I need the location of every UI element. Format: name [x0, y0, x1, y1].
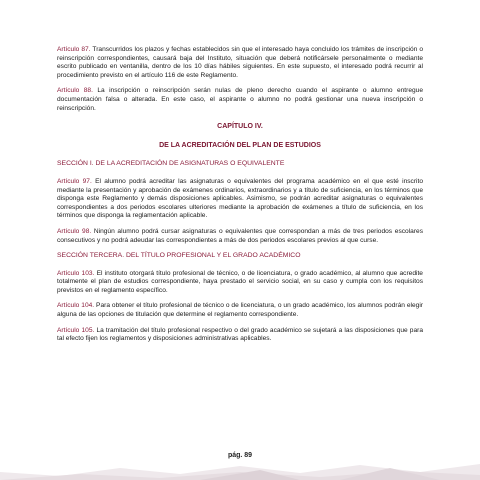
article-88 — [57, 87, 423, 113]
article-105 — [57, 327, 423, 344]
article-label: Artículo 104. — [57, 302, 95, 310]
article-label: Artículo 98. — [57, 227, 92, 235]
page-number: pág. 89 — [227, 452, 253, 459]
article-text: El instituto otorgará título profesional de técnico, o de licenciatura, o grado académico, al alumno que acredite totalmente el plan de estudios correspondiente, haya prestado el servicio social, en su caso y cumpla con los requisitos previstos en el reglamento específico. — [57, 269, 423, 294]
article-104 — [57, 302, 423, 319]
article-label: Artículo 105. — [57, 326, 95, 334]
article-text: La inscripción o reinscripción serán nulas de pleno derecho cuando el aspirante o alumno entregue documentación falsa o alterada. En este caso, el aspirante o alumno no podrá gestionar una nueva inscripción o reinscripción. — [57, 87, 423, 112]
article-98 — [57, 228, 423, 245]
section-heading-3: SECCIÓN TERCERA. DEL TÍTULO PROFESIONAL Y EL GRADO ACADÉMICO — [57, 252, 301, 260]
article-label: Artículo 103. — [57, 269, 95, 277]
article-label: Artículo 97. — [57, 177, 92, 185]
chapter-subtitle: DE LA ACREDITACIÓN DEL PLAN DE ESTUDIOS — [159, 141, 321, 149]
document-body — [57, 46, 423, 351]
article-label: Artículo 88. — [57, 87, 93, 95]
article-text: Transcurridos los plazos y fechas establecidos sin que el interesado haya concluido los trámites de inscripción o reinscripción correspondientes, causará baja del Instituto, situación que deberá notificársele personalmente o mediante escrito publicado en ventanilla, dentro de los 10 días hábiles siguientes. En este supuesto, el interesado podrá recurrir al procedimiento previsto en el artículo 116 de este Reglamento. — [57, 46, 423, 79]
article-text: La tramitación del título profesional respectivo o del grado académico se sujetará a las disposiciones que para tal efecto fijen los reglamentos y disposiciones administrativas aplicables. — [57, 326, 423, 343]
article-label: Artículo 87. — [57, 46, 91, 53]
article-text: Para obtener el título profesional de técnico o de licenciatura, o un grado académico, los alumnos podrán elegir alguna de las opciones de titulación que determine el reglamento correspondiente. — [57, 302, 423, 319]
chapter-title: CAPÍTULO IV. — [217, 123, 263, 131]
article-97 — [57, 178, 423, 221]
article-87 — [57, 46, 423, 80]
article-text: Ningún alumno podrá cursar asignaturas o equivalentes que correspondan a más de tres periodos escolares consecutivos y no podrá adeudar las correspondientes a más de dos periodos escolares previos al que curse. — [57, 227, 423, 244]
section-heading-1: SECCIÓN I. DE LA ACREDITACIÓN DE ASIGNATURAS O EQUIVALENTE — [57, 160, 285, 168]
article-text: El alumno podrá acreditar las asignaturas o equivalentes del programa académico en el que esté inscrito mediante la presentación y aprobación de exámenes ordinarios, extraordinarios y a título de suficiencia, en los términos que disponga este Reglamento y demás disposiciones aplicables. Asimismo, se podrán acreditar asignaturas o equivalentes correspondientes a dos periodos escolares ulteriores mediante la aprobación de exámenes a título de suficiencia, en los términos que disponga la reglamentación aplicable. — [57, 177, 423, 220]
footer-decoration — [0, 446, 480, 480]
article-103 — [57, 270, 423, 296]
